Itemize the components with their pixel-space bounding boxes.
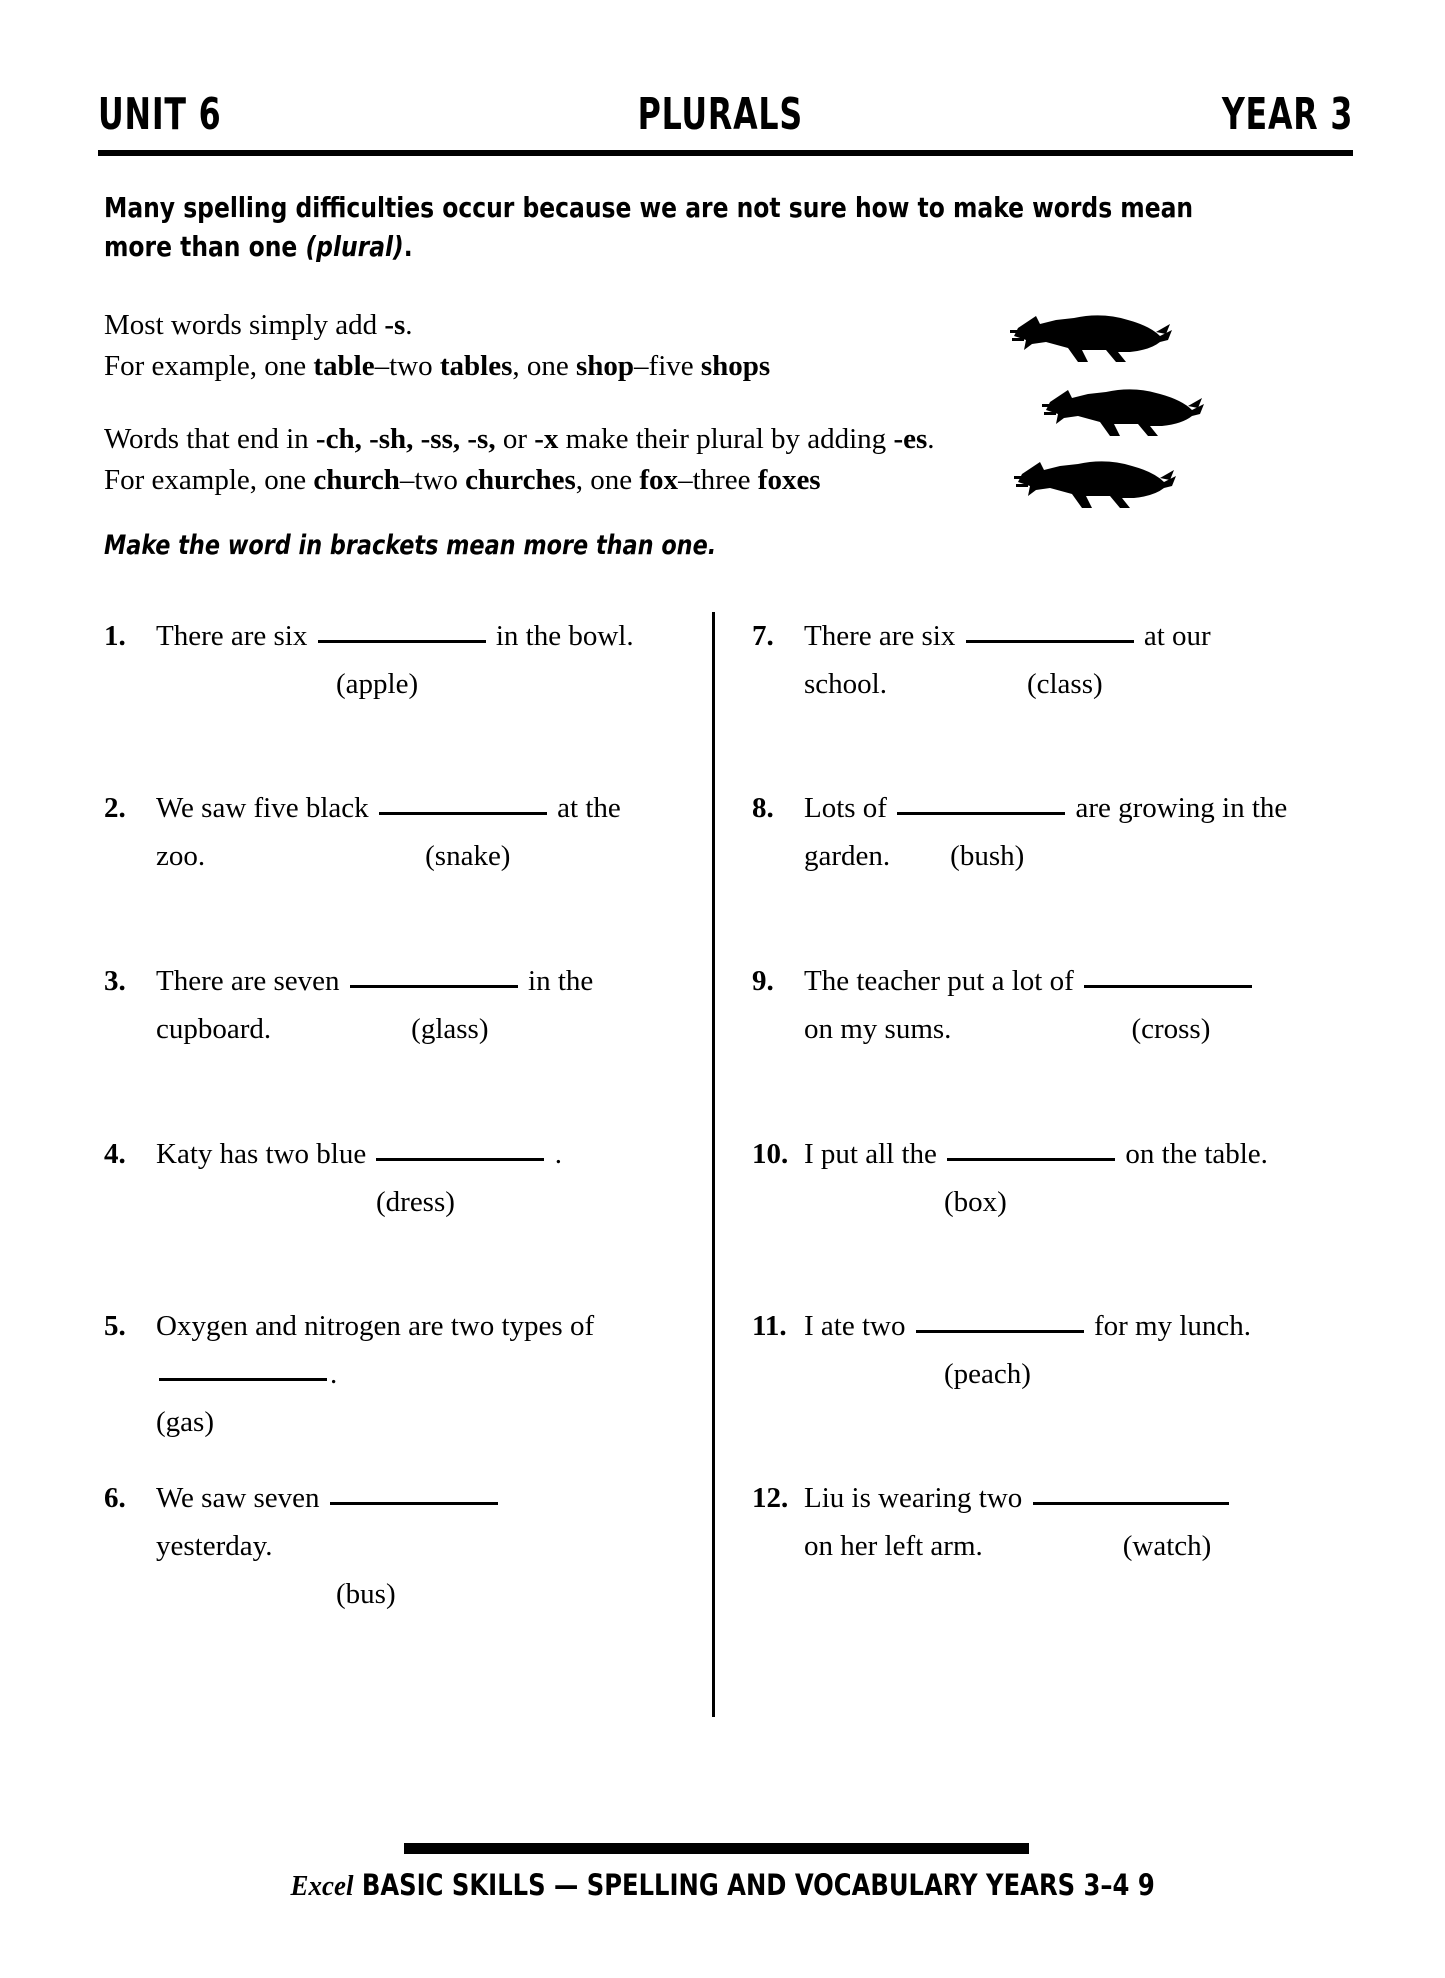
question-line (804, 957, 1352, 1005)
question-line (156, 1522, 684, 1570)
question-text: on the table. (1118, 1138, 1268, 1170)
footer (0, 1868, 1445, 1903)
question-item (752, 612, 1352, 708)
question-text: The teacher put a lot of (804, 965, 1081, 997)
question-text: Katy has two blue (156, 1138, 374, 1170)
question-body (804, 784, 1352, 880)
rule1-line-2 (104, 346, 1004, 387)
header-unit: UNIT 6 (98, 89, 222, 140)
question-item (752, 1302, 1352, 1398)
question-line (156, 1350, 684, 1398)
question-body (804, 957, 1352, 1053)
question-text: zoo. (156, 840, 206, 872)
question-item (104, 612, 684, 708)
question-text: are growing in the (1068, 792, 1288, 824)
question-line (804, 1350, 1352, 1398)
question-item (752, 1474, 1352, 1570)
question-item (104, 1474, 684, 1618)
rule2-l1-c: or (495, 423, 535, 455)
word-cue: (watch) (1122, 1530, 1212, 1562)
intro-line-1: Many spelling difficulties occur because we are not sure how to make words mean (104, 191, 1194, 224)
footer-brand: Excel (290, 1870, 354, 1902)
rule1-l2-f: shop (575, 350, 635, 382)
question-line (156, 832, 684, 880)
question-line (804, 1005, 1352, 1053)
rule2-line-1 (104, 419, 1004, 460)
question-line (156, 1005, 684, 1053)
intro-line-2-suffix: . (403, 230, 413, 263)
question-number: 12. (752, 1482, 789, 1514)
rule1-l1-b: -s (384, 309, 406, 341)
question-body (804, 1130, 1352, 1226)
question-body (804, 612, 1352, 708)
question-body (156, 957, 684, 1053)
question-line (156, 612, 684, 660)
answer-blank[interactable] (947, 1158, 1115, 1161)
footer-rule (404, 1843, 1029, 1854)
answer-blank[interactable] (897, 812, 1065, 815)
question-text: There are six (156, 620, 315, 652)
answer-blank[interactable] (350, 985, 518, 988)
question-item (752, 784, 1352, 880)
question-line (156, 1398, 684, 1446)
question-line (804, 1130, 1352, 1178)
question-text: at our (1136, 620, 1211, 652)
question-line (156, 957, 684, 1005)
word-cue: (bus) (336, 1578, 396, 1610)
question-number: 9. (752, 965, 774, 997)
question-number: 4. (104, 1138, 126, 1170)
question-text: I ate two (804, 1310, 913, 1342)
word-cue: (glass) (411, 1013, 489, 1045)
rule2-l2-b: church (313, 464, 400, 496)
question-line (156, 1570, 684, 1618)
question-text: for my lunch. (1086, 1310, 1252, 1342)
word-cue: (snake) (425, 840, 511, 872)
rule1-l2-e: , one (512, 350, 576, 382)
question-text: cupboard. (156, 1013, 272, 1045)
intro-line-2-italic: (plural) (305, 230, 404, 263)
question-number: 6. (104, 1482, 126, 1514)
rule-block-add-s (104, 305, 1004, 387)
intro-paragraph (104, 188, 1201, 266)
answer-blank[interactable] (916, 1330, 1084, 1333)
word-cue: (class) (1026, 668, 1103, 700)
question-text: on her left arm. (804, 1530, 983, 1562)
rule1-line-1 (104, 305, 1004, 346)
answer-blank[interactable] (966, 640, 1134, 643)
intro-line-2-prefix: more than one (104, 230, 306, 263)
question-text: school. (804, 668, 887, 700)
column-divider (712, 612, 715, 1717)
question-text: in the (520, 965, 594, 997)
question-line (156, 784, 684, 832)
question-line (804, 784, 1352, 832)
question-number: 7. (752, 620, 774, 652)
answer-blank[interactable] (1033, 1502, 1229, 1505)
question-text: . (547, 1138, 562, 1170)
question-item (104, 1302, 684, 1446)
rule2-l1-a: Words that end in (104, 423, 316, 455)
question-number: 2. (104, 792, 126, 824)
question-item (752, 957, 1352, 1053)
rule-block-add-es (104, 419, 1004, 501)
rule2-l2-g: –three (678, 464, 758, 496)
question-line (156, 660, 684, 708)
answer-blank[interactable] (1084, 985, 1252, 988)
intro-line-2 (104, 227, 1201, 266)
question-body (156, 612, 684, 708)
rule2-l2-d: churches (465, 464, 576, 496)
answer-blank[interactable] (379, 812, 547, 815)
question-body (156, 784, 684, 880)
rule2-l1-g: . (927, 423, 935, 455)
question-item (104, 1130, 684, 1226)
question-text: Lots of (804, 792, 895, 824)
header-divider-rule (98, 150, 1353, 156)
question-line (804, 1474, 1352, 1522)
question-text: We saw five black (156, 792, 376, 824)
word-cue: (apple) (336, 668, 419, 700)
question-item (752, 1130, 1352, 1226)
question-text: We saw seven (156, 1482, 327, 1514)
question-number: 11. (752, 1310, 787, 1342)
answer-blank[interactable] (318, 640, 486, 643)
rule2-l1-e: make their plural by adding (558, 423, 894, 455)
answer-blank[interactable] (159, 1378, 327, 1381)
footer-title: BASIC SKILLS — SPELLING AND VOCABULARY YEARS 3–4 9 (353, 1868, 1155, 1902)
question-body (156, 1130, 684, 1226)
rule2-l2-a: For example, one (104, 464, 314, 496)
rule2-l2-e: , one (575, 464, 640, 496)
question-body (804, 1302, 1352, 1398)
word-cue: (gas) (156, 1406, 214, 1438)
question-text: garden. (804, 840, 891, 872)
rule1-l2-d: tables (439, 350, 513, 382)
word-cue: (cross) (1131, 1013, 1211, 1045)
question-text: I put all the (804, 1138, 945, 1170)
question-line (804, 1302, 1352, 1350)
answer-blank[interactable] (376, 1158, 544, 1161)
question-number: 3. (104, 965, 126, 997)
rule2-l1-d: -x (534, 423, 559, 455)
fox-illustration (1010, 300, 1250, 510)
question-text: yesterday. (156, 1530, 273, 1562)
rule1-l1-c: . (405, 309, 413, 341)
question-text: . (330, 1358, 338, 1390)
rule1-l2-a: For example, one (104, 350, 314, 382)
question-text: Liu is wearing two (804, 1482, 1030, 1514)
rules-section (104, 305, 1004, 533)
question-text: There are six (804, 620, 963, 652)
page-title: PLURALS (637, 89, 804, 140)
rule2-l2-f: fox (639, 464, 679, 496)
rule2-l1-b: -ch, -sh, -ss, -s, (315, 423, 496, 455)
rule1-l2-h: shops (700, 350, 771, 382)
question-item (104, 784, 684, 880)
question-line (804, 1178, 1352, 1226)
word-cue: (peach) (944, 1358, 1031, 1390)
question-line (804, 832, 1352, 880)
question-number: 8. (752, 792, 774, 824)
rule2-l2-c: –two (399, 464, 466, 496)
question-text: There are seven (156, 965, 347, 997)
question-text: in the bowl. (488, 620, 634, 652)
header-year: YEAR 3 (1221, 89, 1353, 140)
question-line (804, 1522, 1352, 1570)
question-line (156, 1178, 684, 1226)
rule1-l2-g: –five (634, 350, 701, 382)
question-body (156, 1302, 684, 1446)
question-number: 1. (104, 620, 126, 652)
question-line (804, 660, 1352, 708)
rule1-l2-b: table (313, 350, 375, 382)
question-line (156, 1130, 684, 1178)
rule2-l1-f: -es (893, 423, 928, 455)
rule1-l1-a: Most words simply add (104, 309, 385, 341)
question-text: on my sums. (804, 1013, 952, 1045)
page-header (98, 80, 1353, 146)
question-body (156, 1474, 684, 1618)
question-line (804, 612, 1352, 660)
question-body (804, 1474, 1352, 1570)
word-cue: (box) (944, 1186, 1007, 1218)
question-number: 5. (104, 1310, 126, 1342)
exercise-instruction: Make the word in brackets mean more than one. (104, 530, 717, 561)
rule2-line-2 (104, 460, 1004, 501)
question-item (104, 957, 684, 1053)
rule2-l2-h: foxes (757, 464, 821, 496)
answer-blank[interactable] (330, 1502, 498, 1505)
question-text: Oxygen and nitrogen are two types of (156, 1310, 595, 1342)
rule1-l2-c: –two (374, 350, 440, 382)
word-cue: (dress) (376, 1186, 455, 1218)
question-number: 10. (752, 1138, 789, 1170)
question-text: at the (549, 792, 621, 824)
question-line (156, 1474, 684, 1522)
question-line (156, 1302, 684, 1350)
word-cue: (bush) (950, 840, 1025, 872)
